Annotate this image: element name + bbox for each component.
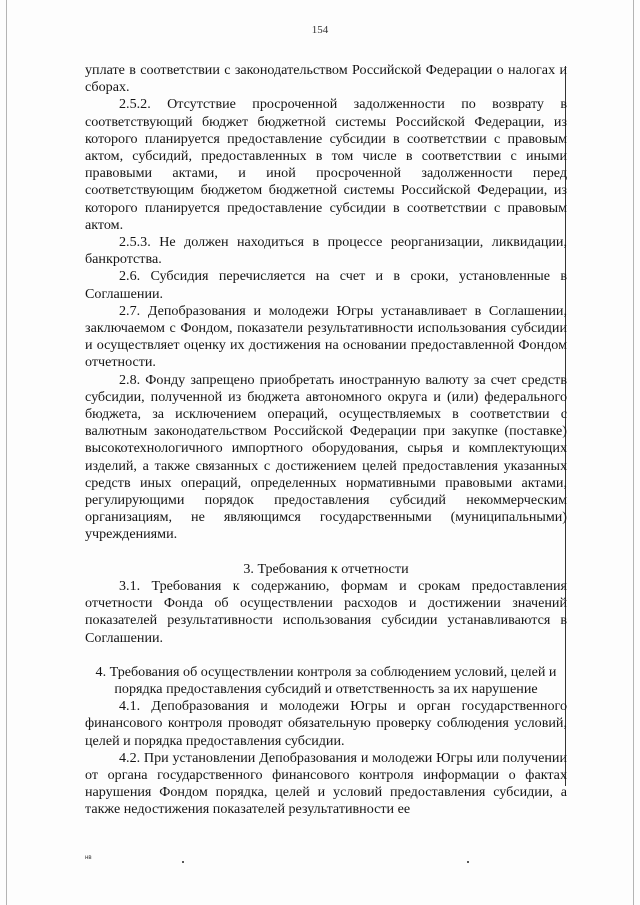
document-body [85,62,567,819]
paragraph: 2.5.3. Не должен находиться в процессе реорганизации, ликвидации, банкротства. [85,234,567,268]
spacer [85,544,567,561]
spacer [85,647,567,664]
scan-edge-left [6,0,7,905]
paragraph: 2.6. Субсидия перечисляется на счет и в сроки, установленные в Соглашении. [85,268,567,302]
scan-speck [182,861,184,863]
section-heading: 4. Требования об осуществлении контроля за соблюдением условий, целей и порядка предоставления субсидий и ответственность за их нарушение [95,663,557,697]
paragraph: уплате в соответствии с законодательством Российской Федерации о налогах и сборах. [85,62,567,96]
footer-mark: нв [85,855,92,861]
paragraph: 2.5.2. Отсутствие просроченной задолженности по возврату в соответствующий бюджет бюджетной системы Российской Федерации, из которого планируется предоставление субсидии в соответствии с правовым актом, субсидий, предоставленных в том числе в соответствии с иными правовыми актами, и иной просроченной задолженности перед соответствующим бюджетом бюджетной системы Российской Федерации, из которого планируется предоставление субсидии в соответствии с правовым актом. [85,96,567,233]
paragraph: 4.2. При установлении Депобразования и молодежи Югры или получении от органа государственного финансового контроля информации о фактах нарушения Фондом порядка, целей и условий предоставления субсидии, а также недостижения показателей результативности ее [85,749,567,818]
paragraph: 4.1. Депобразования и молодежи Югры и орган государственного финансового контроля проводят обязательную проверку соблюдения условий, целей и порядка предоставления субсидии. [85,698,567,749]
paragraph: 2.7. Депобразования и молодежи Югры устанавливает в Соглашении, заключаемом с Фондом, показатели результативности использования субсидии и осуществляет оценку их достижения на основании предоставленной Фондом отчетности. [85,302,567,371]
scan-speck [467,861,469,863]
scan-edge-right [633,0,634,905]
paragraph: 2.8. Фонду запрещено приобретать иностранную валюту за счет средств субсидии, полученной из бюджета автономного округа и (или) федерального бюджета, за исключением операций, осуществляемых в соответствии с валютным законодательством Российской Федерации при закупке (поставке) высокотехнологичного импортного оборудования, сырья и комплектующих изделий, а также связанных с достижением целей предоставления указанных средств иных операций, определенных нормативными правовыми актами, регулирующими порядок предоставления субсидий некоммерческим организациям, не являющимся государственными (муниципальными) учреждениями. [85,371,567,543]
paragraph: 3.1. Требования к содержанию, формам и срокам предоставления отчетности Фонда об осуществлении расходов и достижении значений показателей результативности использования субсидии устанавливаются в Соглашении. [85,577,567,646]
section-heading: 3. Требования к отчетности [243,560,409,577]
page-number: 154 [311,24,329,36]
